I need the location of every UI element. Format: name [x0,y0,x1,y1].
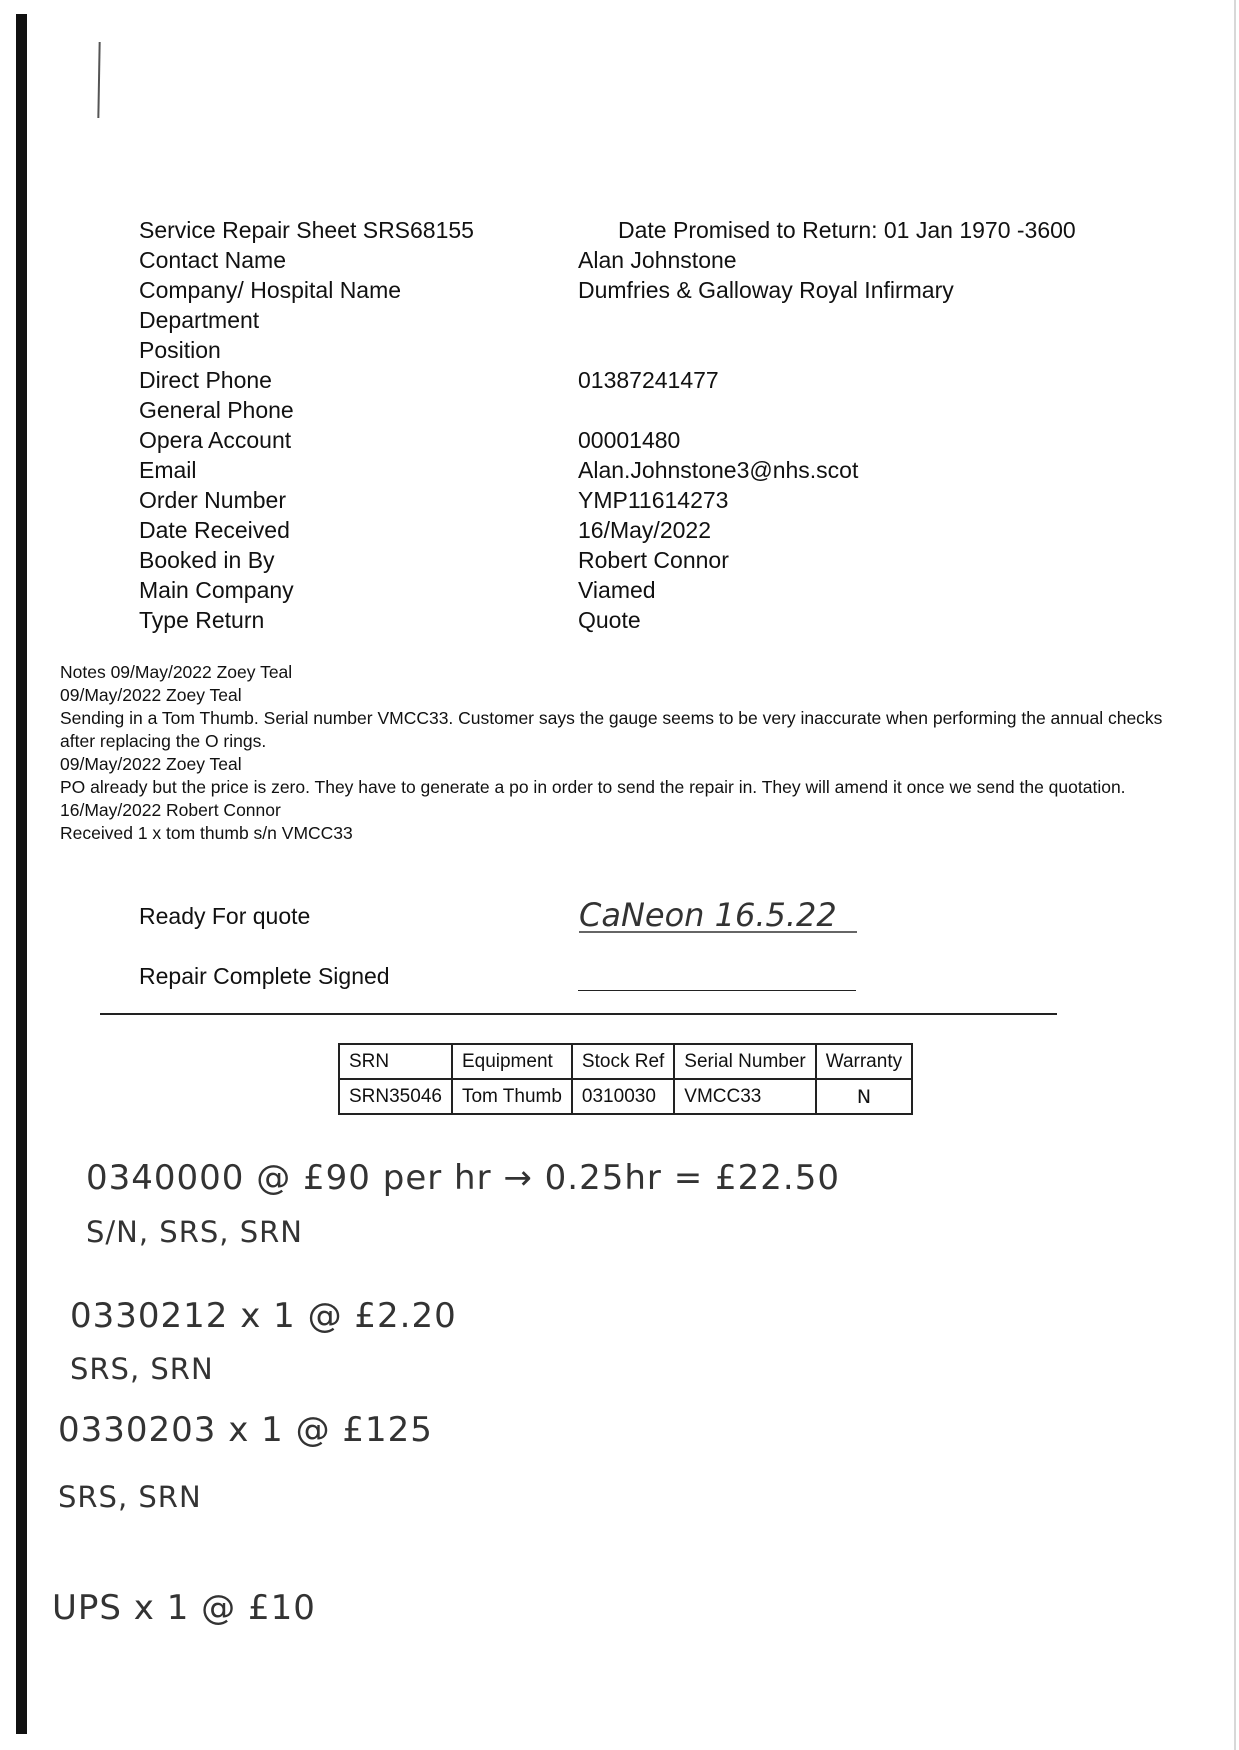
handwritten-line-3: 0330203 x 1 @ £125 [58,1410,433,1450]
repair-complete-label: Repair Complete Signed [139,963,390,989]
value-direct-phone: 01387241477 [578,367,719,393]
label-email: Email [139,457,197,483]
note-line: 16/May/2022 Robert Connor [60,800,281,820]
note-line: 09/May/2022 Zoey Teal [60,685,242,705]
label-position: Position [139,337,221,363]
label-order-number: Order Number [139,487,286,513]
label-opera-account: Opera Account [139,427,292,453]
label-contact-name: Contact Name [139,247,287,273]
handwritten-line-3-sub: SRS, SRN [58,1480,202,1514]
handwritten-line-2-sub: SRS, SRN [70,1352,214,1386]
repair-complete-signature-line [578,990,856,991]
ready-for-quote-label: Ready For quote [139,903,311,929]
header-srn: SRN [339,1044,452,1079]
ready-signature-text: CaNeon 16.5.22 [579,896,837,934]
note-line: Received 1 x tom thumb s/n VMCC33 [60,823,353,843]
value-order-number: YMP11614273 [578,487,729,513]
scan-edge-right [1234,0,1236,1750]
date-promised: Date Promised to Return: 01 Jan 1970 -3600 [618,217,1076,243]
label-main-company: Main Company [139,577,294,603]
value-date-received: 16/May/2022 [578,517,711,543]
label-general-phone: General Phone [139,397,294,423]
srn-table [338,1043,913,1115]
value-booked-in-by: Robert Connor [578,547,729,573]
header-serial-number: Serial Number [674,1044,815,1079]
value-company: Dumfries & Galloway Royal Infirmary [578,277,954,303]
cell-serial-number: VMCC33 [674,1079,815,1114]
label-type-return: Type Return [139,607,265,633]
header-stock-ref: Stock Ref [572,1044,674,1079]
notes-block [60,661,1190,845]
label-company: Company/ Hospital Name [139,277,402,303]
handwritten-line-1-sub: S/N, SRS, SRN [86,1215,303,1249]
note-line: 09/May/2022 Zoey Teal [60,754,242,774]
handwritten-line-2: 0330212 x 1 @ £2.20 [70,1296,457,1336]
value-main-company: Viamed [578,577,656,603]
value-email: Alan.Johnstone3@nhs.scot [578,457,859,483]
handwritten-line-1: 0340000 @ £90 per hr → 0.25hr = £22.50 [86,1158,840,1198]
cell-srn: SRN35046 [339,1079,452,1114]
handwritten-line-4: UPS x 1 @ £10 [52,1588,316,1628]
cell-stock-ref: 0310030 [572,1079,674,1114]
label-department: Department [139,307,260,333]
value-type-return: Quote [578,607,641,633]
cell-equipment: Tom Thumb [452,1079,572,1114]
label-direct-phone: Direct Phone [139,367,272,393]
label-booked-in-by: Booked in By [139,547,275,573]
note-line: Notes 09/May/2022 Zoey Teal [60,662,293,682]
sheet-title: Service Repair Sheet SRS68155 [139,217,474,243]
ready-signature [575,888,895,938]
divider [100,1013,1057,1015]
label-date-received: Date Received [139,517,290,543]
scan-edge [16,14,27,1734]
table-header-row [339,1044,912,1079]
value-contact-name: Alan Johnstone [578,247,737,273]
value-opera-account: 00001480 [578,427,681,453]
note-line: Sending in a Tom Thumb. Serial number VMCC33. Customer says the gauge seems to be very inaccurate when performing the annual checks after replacing the O rings. [60,708,1163,751]
cell-warranty: N [816,1079,912,1114]
pen-mark [97,42,100,118]
table-row [339,1079,912,1114]
header-equipment: Equipment [452,1044,572,1079]
note-line: PO already but the price is zero. They have to generate a po in order to send the repair in. They will amend it once we send the quotation. [60,777,1126,797]
header-warranty: Warranty [816,1044,912,1079]
